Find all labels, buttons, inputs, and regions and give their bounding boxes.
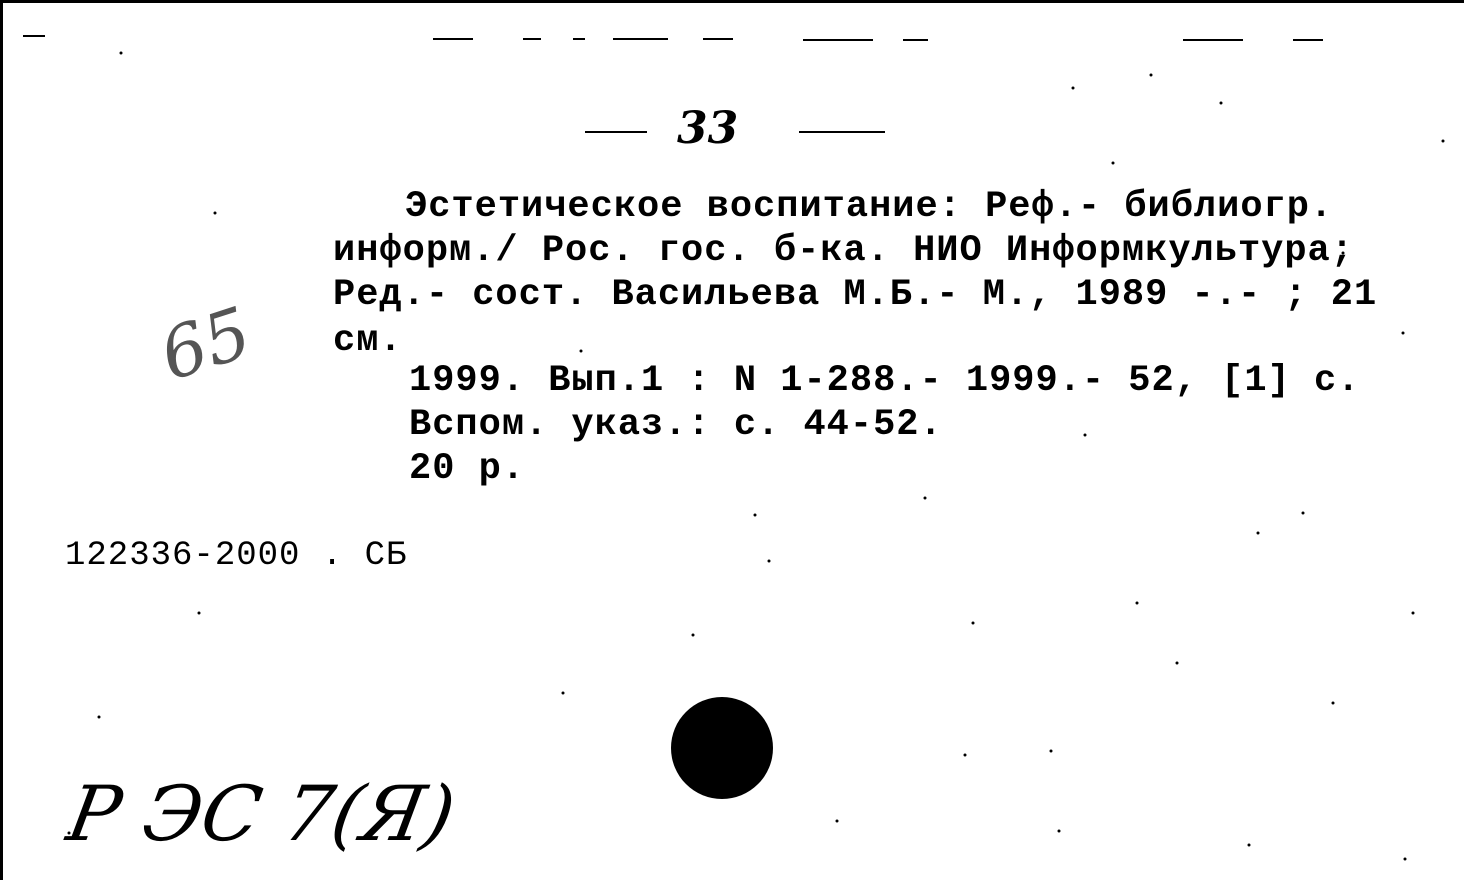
entry-line-2: информ./ Рос. гос. б-ка. НИО Информкультура; xyxy=(333,230,1354,272)
header-dash-left xyxy=(585,131,647,133)
entry-line-4: см. xyxy=(333,320,403,362)
issue-line-2: Вспом. указ.: с. 44-52. xyxy=(409,404,943,446)
punch-hole xyxy=(671,697,773,799)
handwritten-shelfmark: Р ЭС 7(Я) xyxy=(61,769,462,858)
issue-line-1: 1999. Вып.1 : N 1-288.- 1999.- 52, [1] с. xyxy=(409,360,1361,402)
page-number: 33 xyxy=(677,103,739,154)
handwritten-margin-mark: 65 xyxy=(150,291,261,397)
inventory-number: 122336-2000 . СБ xyxy=(65,537,408,575)
entry-line-3: Ред.- сост. Васильева М.Б.- М., 1989 -.- ; 21 xyxy=(333,274,1378,316)
price: 20 р. xyxy=(409,448,526,490)
header-dash-right xyxy=(799,131,885,133)
entry-line-1: Эстетическое воспитание: Реф.- библиогр. xyxy=(405,186,1334,228)
